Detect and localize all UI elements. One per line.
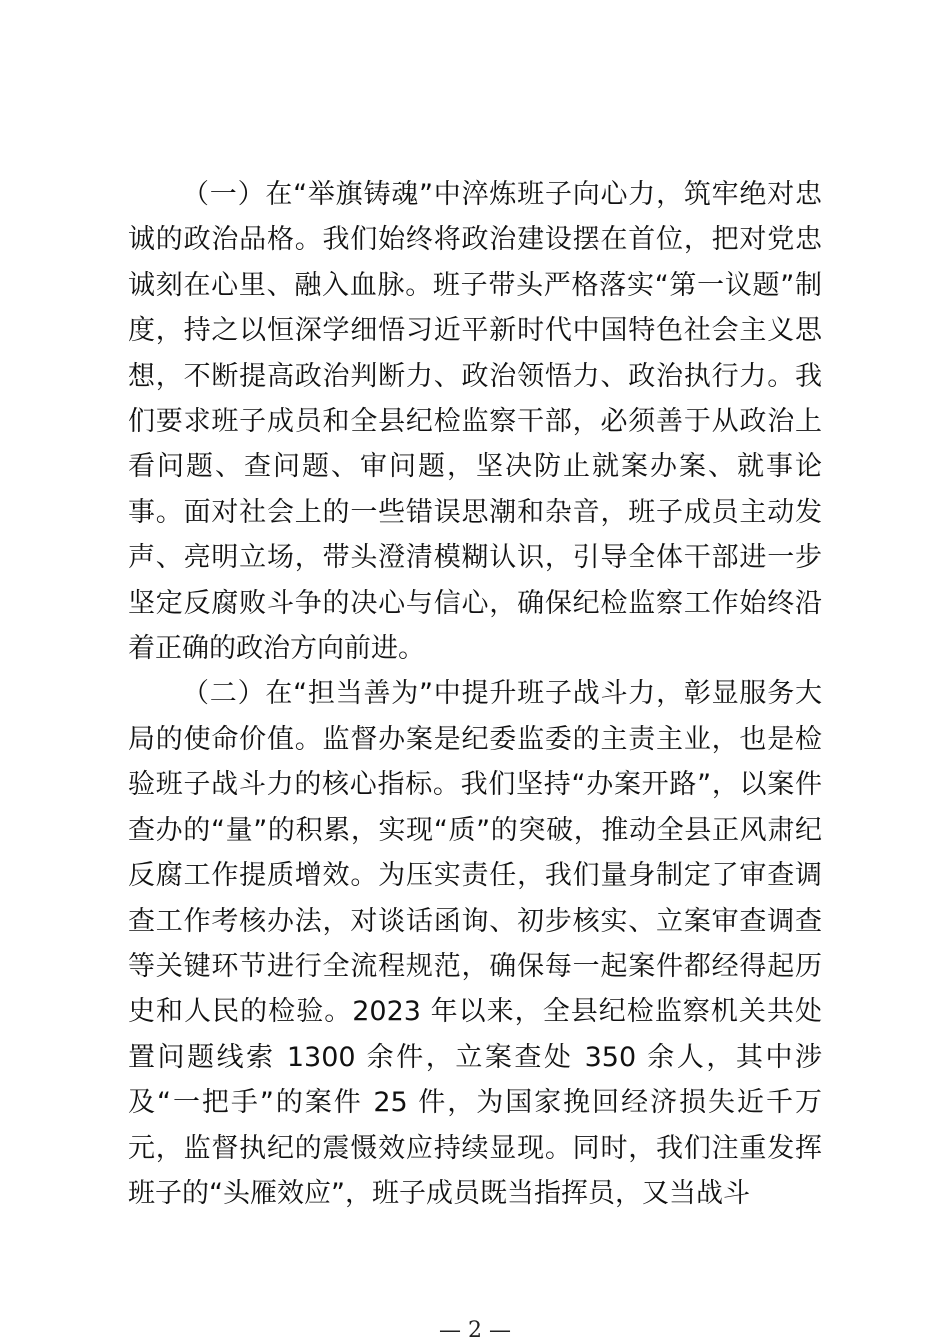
paragraph-1: （一）在“举旗铸魂”中淬炼班子向心力，筑牢绝对忠诚的政治品格。我们始终将政治建设摆在首位，把对党忠诚刻在心里、融入血脉。班子带头严格落实“第一议题”制度，持之以恒深学细悟习近平新时代中国特色社会主义思想，不断提高政治判断力、政治领悟力、政治执行力。我们要求班子成员和全县纪检监察干部，必须善于从政治上看问题、查问题、审问题，坚决防止就案办案、就事论事。面对社会上的一些错误思潮和杂音，班子成员主动发声、亮明立场，带头澄清模糊认识，引导全体干部进一步坚定反腐败斗争的决心与信心，确保纪检监察工作始终沿着正确的政治方向前进。 bbox=[128, 179, 822, 665]
document-body bbox=[128, 172, 822, 1216]
paragraph-2: （二）在“担当善为”中提升班子战斗力，彰显服务大局的使命价值。监督办案是纪委监委的主责主业，也是检验班子战斗力的核心指标。我们坚持“办案开路”，以案件查办的“量”的积累，实现“质”的突破，推动全县正风肃纪反腐工作提质增效。为压实责任，我们量身制定了审查调查工作考核办法，对谈话函询、初步核实、立案审查调查等关键环节进行全流程规范，确保每一起案件都经得起历史和人民的检验。2023 年以来，全县纪检监察机关共处置问题线索 1300 余件，立案查处 350 余人，其中涉及“一把手”的案件 25 件，为国家挽回经济损失近千万元，监督执纪的震慑效应持续显现。同时，我们注重发挥班子的“头雁效应”，班子成员既当指挥员，又当战斗 bbox=[128, 678, 822, 1209]
page-number: — 2 — bbox=[439, 1318, 511, 1343]
